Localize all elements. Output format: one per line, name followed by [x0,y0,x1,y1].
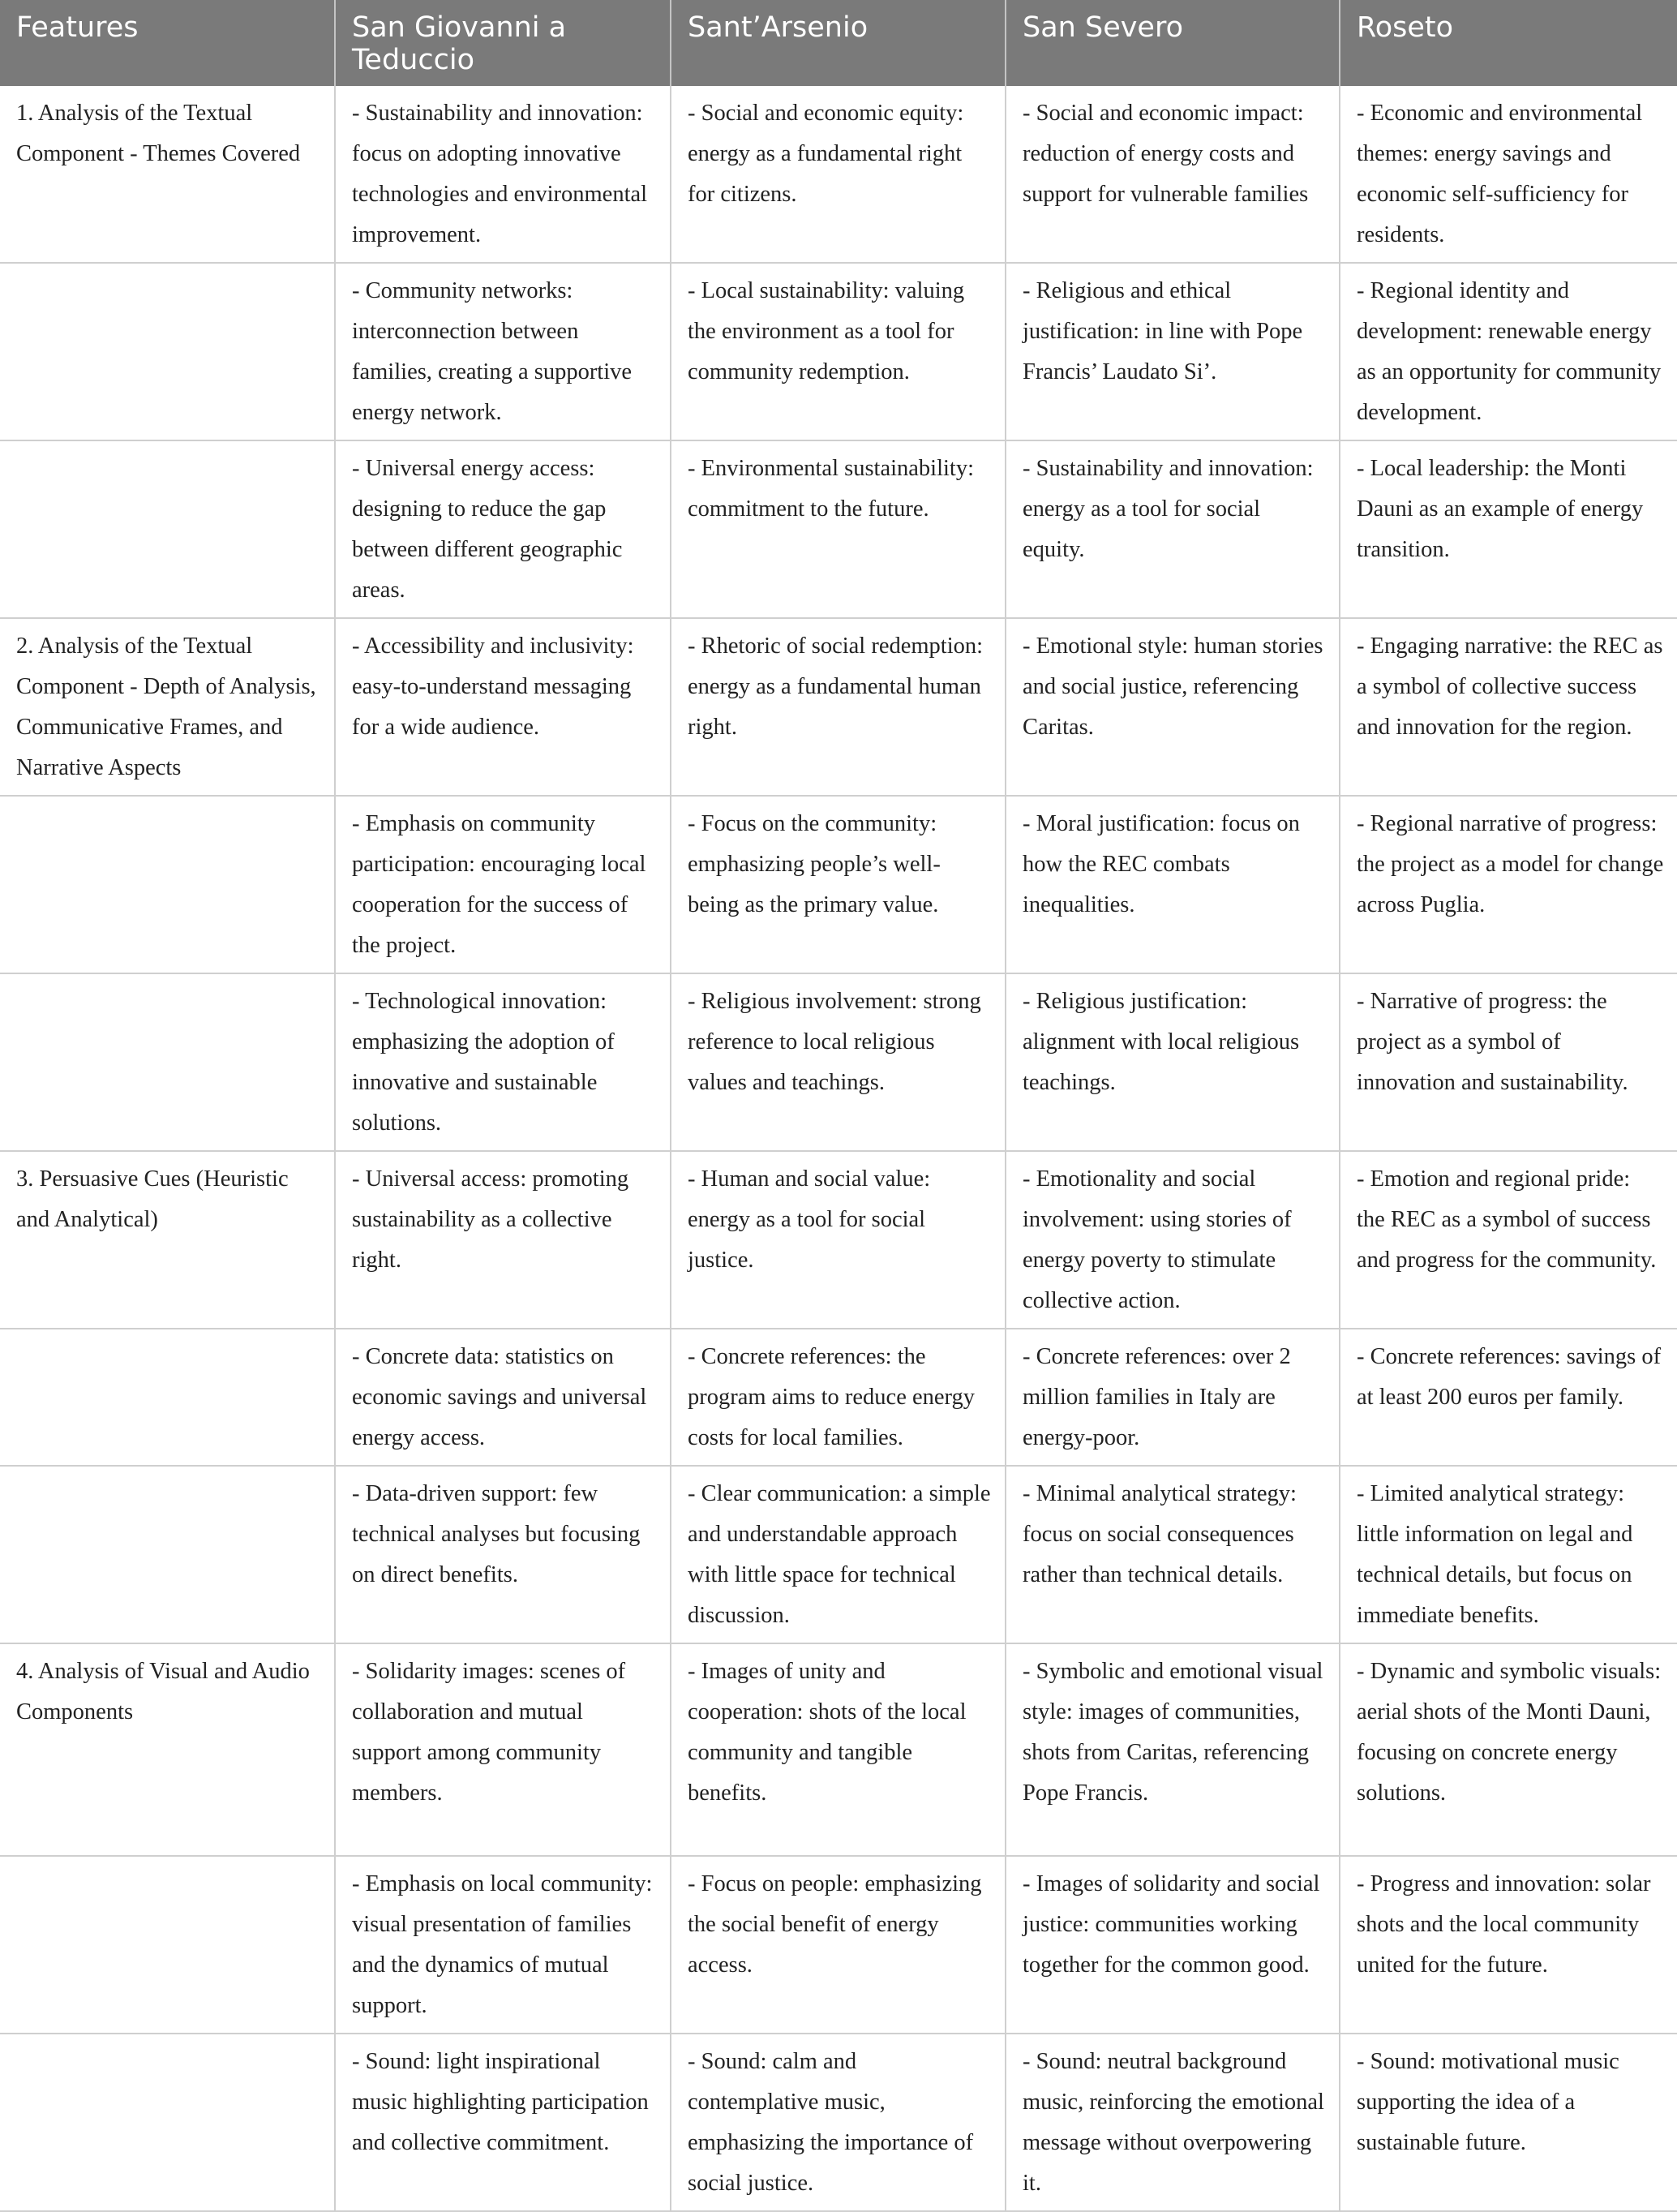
table-cell: - Human and social value: energy as a tool for social justice. [671,1151,1006,1329]
table-cell: - Technological innovation: emphasizing the adoption of innovative and sustainable solutions. [335,973,671,1151]
table-cell: - Concrete data: statistics on economic savings and universal energy access. [335,1329,671,1466]
feature-cell: 1. Analysis of the Textual Component - Themes Covered [0,86,335,263]
table-cell: - Sound: neutral background music, reinforcing the emotional message without overpowering it. [1006,2034,1340,2211]
table-row [0,796,1677,973]
table-cell: - Solidarity images: scenes of collaboration and mutual support among community members. [335,1643,671,1856]
feature-cell: 3. Persuasive Cues (Heuristic and Analytical) [0,1151,335,1329]
table-cell: - Accessibility and inclusivity: easy-to-understand messaging for a wide audience. [335,618,671,796]
table-cell: - Regional narrative of progress: the project as a model for change across Puglia. [1340,796,1677,973]
table-cell: - Limited analytical strategy: little information on legal and technical details, but focus on immediate benefits. [1340,1466,1677,1643]
table-cell: - Moral justification: focus on how the REC combats inequalities. [1006,796,1340,973]
table-row [0,86,1677,263]
table-cell: - Images of unity and cooperation: shots of the local community and tangible benefits. [671,1643,1006,1856]
table-cell: - Sound: light inspirational music highlighting participation and collective commitment. [335,2034,671,2211]
table-header-row [0,0,1677,86]
feature-cell [0,1856,335,2034]
table-cell: - Focus on people: emphasizing the social benefit of energy access. [671,1856,1006,2034]
table-cell: - Sound: calm and contemplative music, emphasizing the importance of social justice. [671,2034,1006,2211]
table-cell: - Dynamic and symbolic visuals: aerial shots of the Monti Dauni, focusing on concrete energy solutions. [1340,1643,1677,1856]
table-cell: - Regional identity and development: renewable energy as an opportunity for community development. [1340,263,1677,440]
table-cell: - Universal energy access: designing to reduce the gap between different geographic areas. [335,440,671,618]
table-cell: - Sustainability and innovation: energy as a tool for social equity. [1006,440,1340,618]
table-cell: - Rhetoric of social redemption: energy as a fundamental human right. [671,618,1006,796]
table-cell: - Clear communication: a simple and understandable approach with little space for technical discussion. [671,1466,1006,1643]
feature-cell [0,2034,335,2211]
feature-cell: 4. Analysis of Visual and Audio Components [0,1643,335,1856]
table-cell: - Sustainability and innovation: focus on adopting innovative technologies and environmental improvement. [335,86,671,263]
feature-cell [0,796,335,973]
table-cell: - Religious and ethical justification: in line with Pope Francis’ Laudato Si’. [1006,263,1340,440]
table-cell: - Minimal analytical strategy: focus on social consequences rather than technical details. [1006,1466,1340,1643]
table-cell: - Religious involvement: strong reference to local religious values and teachings. [671,973,1006,1151]
column-header-san-severo: San Severo [1006,0,1340,86]
table-cell: - Economic and environmental themes: energy savings and economic self-sufficiency for residents. [1340,86,1677,263]
table-cell: - Social and economic equity: energy as a fundamental right for citizens. [671,86,1006,263]
table-cell: - Emotional style: human stories and social justice, referencing Caritas. [1006,618,1340,796]
table-cell: - Emphasis on community participation: encouraging local cooperation for the success of the project. [335,796,671,973]
table-cell: - Sound: motivational music supporting the idea of a sustainable future. [1340,2034,1677,2211]
feature-cell: 2. Analysis of the Textual Component - Depth of Analysis, Communicative Frames, and Narrative Aspects [0,618,335,796]
table-cell: - Images of solidarity and social justice: communities working together for the common good. [1006,1856,1340,2034]
table-cell: - Concrete references: over 2 million families in Italy are energy-poor. [1006,1329,1340,1466]
table-cell: - Concrete references: savings of at least 200 euros per family. [1340,1329,1677,1466]
column-header-roseto: Roseto [1340,0,1677,86]
table-cell: - Emphasis on local community: visual presentation of families and the dynamics of mutual support. [335,1856,671,2034]
column-header-sant-arsenio: Sant’Arsenio [671,0,1006,86]
table-row [0,1856,1677,2034]
table-cell: - Local leadership: the Monti Dauni as an example of energy transition. [1340,440,1677,618]
table-cell: - Emotion and regional pride: the REC as a symbol of success and progress for the community. [1340,1151,1677,1329]
table-cell: - Concrete references: the program aims to reduce energy costs for local families. [671,1329,1006,1466]
column-header-features: Features [0,0,335,86]
table-cell: - Data-driven support: few technical analyses but focusing on direct benefits. [335,1466,671,1643]
table-cell: - Community networks: interconnection between families, creating a supportive energy network. [335,263,671,440]
table-cell: - Emotionality and social involvement: using stories of energy poverty to stimulate collective action. [1006,1151,1340,1329]
table-cell: - Focus on the community: emphasizing people’s well-being as the primary value. [671,796,1006,973]
feature-cell [0,1329,335,1466]
table-row [0,440,1677,618]
table-row [0,263,1677,440]
column-header-san-giovanni: San Giovanni a Teduccio [335,0,671,86]
table-cell: - Religious justification: alignment with local religious teachings. [1006,973,1340,1151]
table-cell: - Engaging narrative: the REC as a symbol of collective success and innovation for the region. [1340,618,1677,796]
table-row [0,1643,1677,1856]
table-row [0,973,1677,1151]
table-cell: - Environmental sustainability: commitment to the future. [671,440,1006,618]
table-row [0,1329,1677,1466]
table-row [0,1466,1677,1643]
feature-cell [0,440,335,618]
table-cell: - Progress and innovation: solar shots and the local community united for the future. [1340,1856,1677,2034]
feature-cell [0,1466,335,1643]
table-cell: - Social and economic impact: reduction of energy costs and support for vulnerable families [1006,86,1340,263]
table-row [0,1151,1677,1329]
table-row [0,618,1677,796]
feature-cell [0,973,335,1151]
feature-cell [0,263,335,440]
table-row [0,2034,1677,2211]
table-cell: - Symbolic and emotional visual style: images of communities, shots from Caritas, referencing Pope Francis. [1006,1643,1340,1856]
table-cell: - Universal access: promoting sustainability as a collective right. [335,1151,671,1329]
table-cell: - Narrative of progress: the project as a symbol of innovation and sustainability. [1340,973,1677,1151]
table-cell: - Local sustainability: valuing the environment as a tool for community redemption. [671,263,1006,440]
